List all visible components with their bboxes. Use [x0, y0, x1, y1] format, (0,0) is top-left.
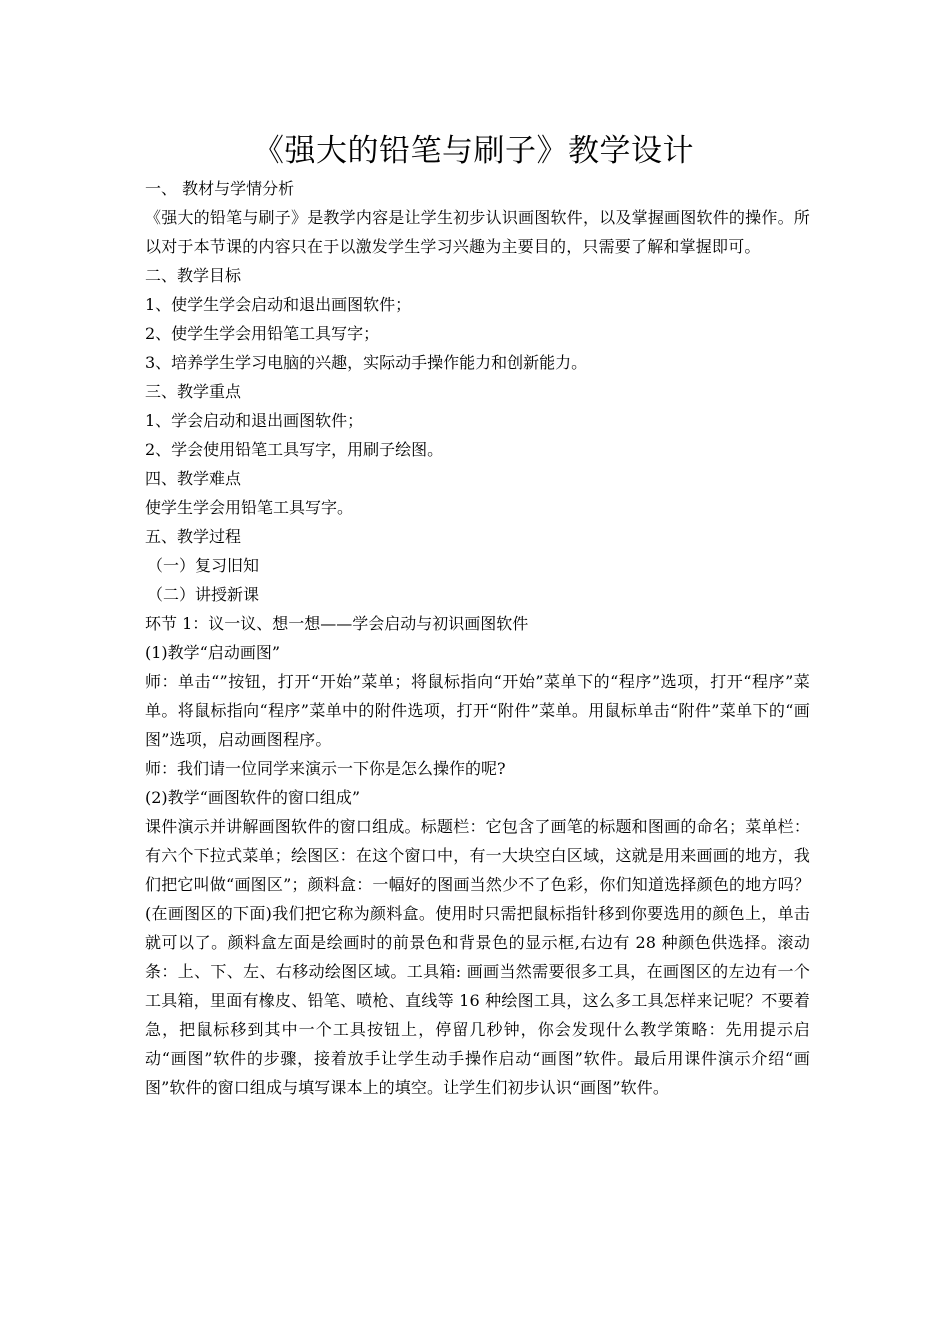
- goal-item-2: 2、使学生学会用铅笔工具写字；: [145, 324, 380, 343]
- key-point-item-2: 2、学会使用铅笔工具写字，用刷子绘图。: [145, 440, 444, 459]
- section-heading-goals: 二、教学目标: [145, 266, 242, 285]
- difficulty-text: 使学生学会用铅笔工具写字。: [145, 498, 354, 517]
- part-1-paragraph: 师：单击“”按钮，打开“开始”菜单；将鼠标指向“开始”菜单下的“程序”选项，打开“程序”菜单。将鼠标指向“程序”菜单中的附件选项，打开“附件”菜单。用鼠标单击“附件”菜单下的“画图”选项，启动画图程序。: [145, 672, 810, 749]
- part-1-heading: (1)教学“启动画图”: [145, 643, 281, 662]
- document-page: [145, 128, 810, 1102]
- part-1-question: 师：我们请一位同学来演示一下你是怎么操作的呢?: [145, 759, 506, 778]
- section-heading-difficulties: 四、教学难点: [145, 469, 242, 488]
- goal-item-3: 3、培养学生学习电脑的兴趣，实际动手操作能力和创新能力。: [145, 353, 588, 372]
- analysis-paragraph: 《强大的铅笔与刷子》是教学内容是让学生初步认识画图软件，以及掌握画图软件的操作。所以对于本节课的内容只在于以激发学生学习兴趣为主要目的，只需要了解和掌握即可。: [145, 208, 810, 256]
- process-subheading-new-lesson: （二）讲授新课: [147, 585, 260, 604]
- goal-item-1: 1、使学生学会启动和退出画图软件；: [145, 295, 412, 314]
- link-1-heading: 环节 1：议一议、想一想——学会启动与初识画图软件: [145, 614, 529, 633]
- section-heading-analysis: 一、 教材与学情分析: [145, 179, 295, 198]
- part-2-heading: (2)教学“画图软件的窗口组成”: [145, 788, 361, 807]
- key-point-item-1: 1、学会启动和退出画图软件；: [145, 411, 364, 430]
- part-2-paragraph: 课件演示并讲解画图软件的窗口组成。标题栏：它包含了画笔的标题和图画的命名；菜单栏：有六个下拉式菜单；绘图区：在这个窗口中，有一大块空白区域，这就是用来画画的地方，我们把它叫做“画图区”；颜料盒：一幅好的图画当然少不了色彩，你们知道选择颜色的地方吗？(在画图区的下面)我们把它称为颜料盒。使用时只需把鼠标指针移到你要选用的颜色上，单击就可以了。颜料盒左面是绘画时的前景色和背景色的显示框,右边有 28 种颜色供选择。滚动条：上、下、左、右移动绘图区域。工具箱: 画画当然需要很多工具，在画图区的左边有一个工具箱，里面有橡皮、铅笔、喷枪、直线等 16 种绘图工具，这么多工具怎样来记呢？不要着急，把鼠标移到其中一个工具按钮上，停留几秒钟，你会发现什么教学策略：先用提示启动“画图”软件的步骤，接着放手让学生动手操作启动“画图”软件。最后用课件演示介绍“画图”软件的窗口组成与填写课本上的填空。让学生们初步认识“画图”软件。: [145, 817, 810, 1097]
- document-title: 《强大的铅笔与刷子》教学设计: [253, 133, 694, 169]
- process-subheading-review: （一）复习旧知: [147, 556, 260, 575]
- section-heading-key-points: 三、教学重点: [145, 382, 242, 401]
- section-heading-process: 五、教学过程: [145, 527, 242, 546]
